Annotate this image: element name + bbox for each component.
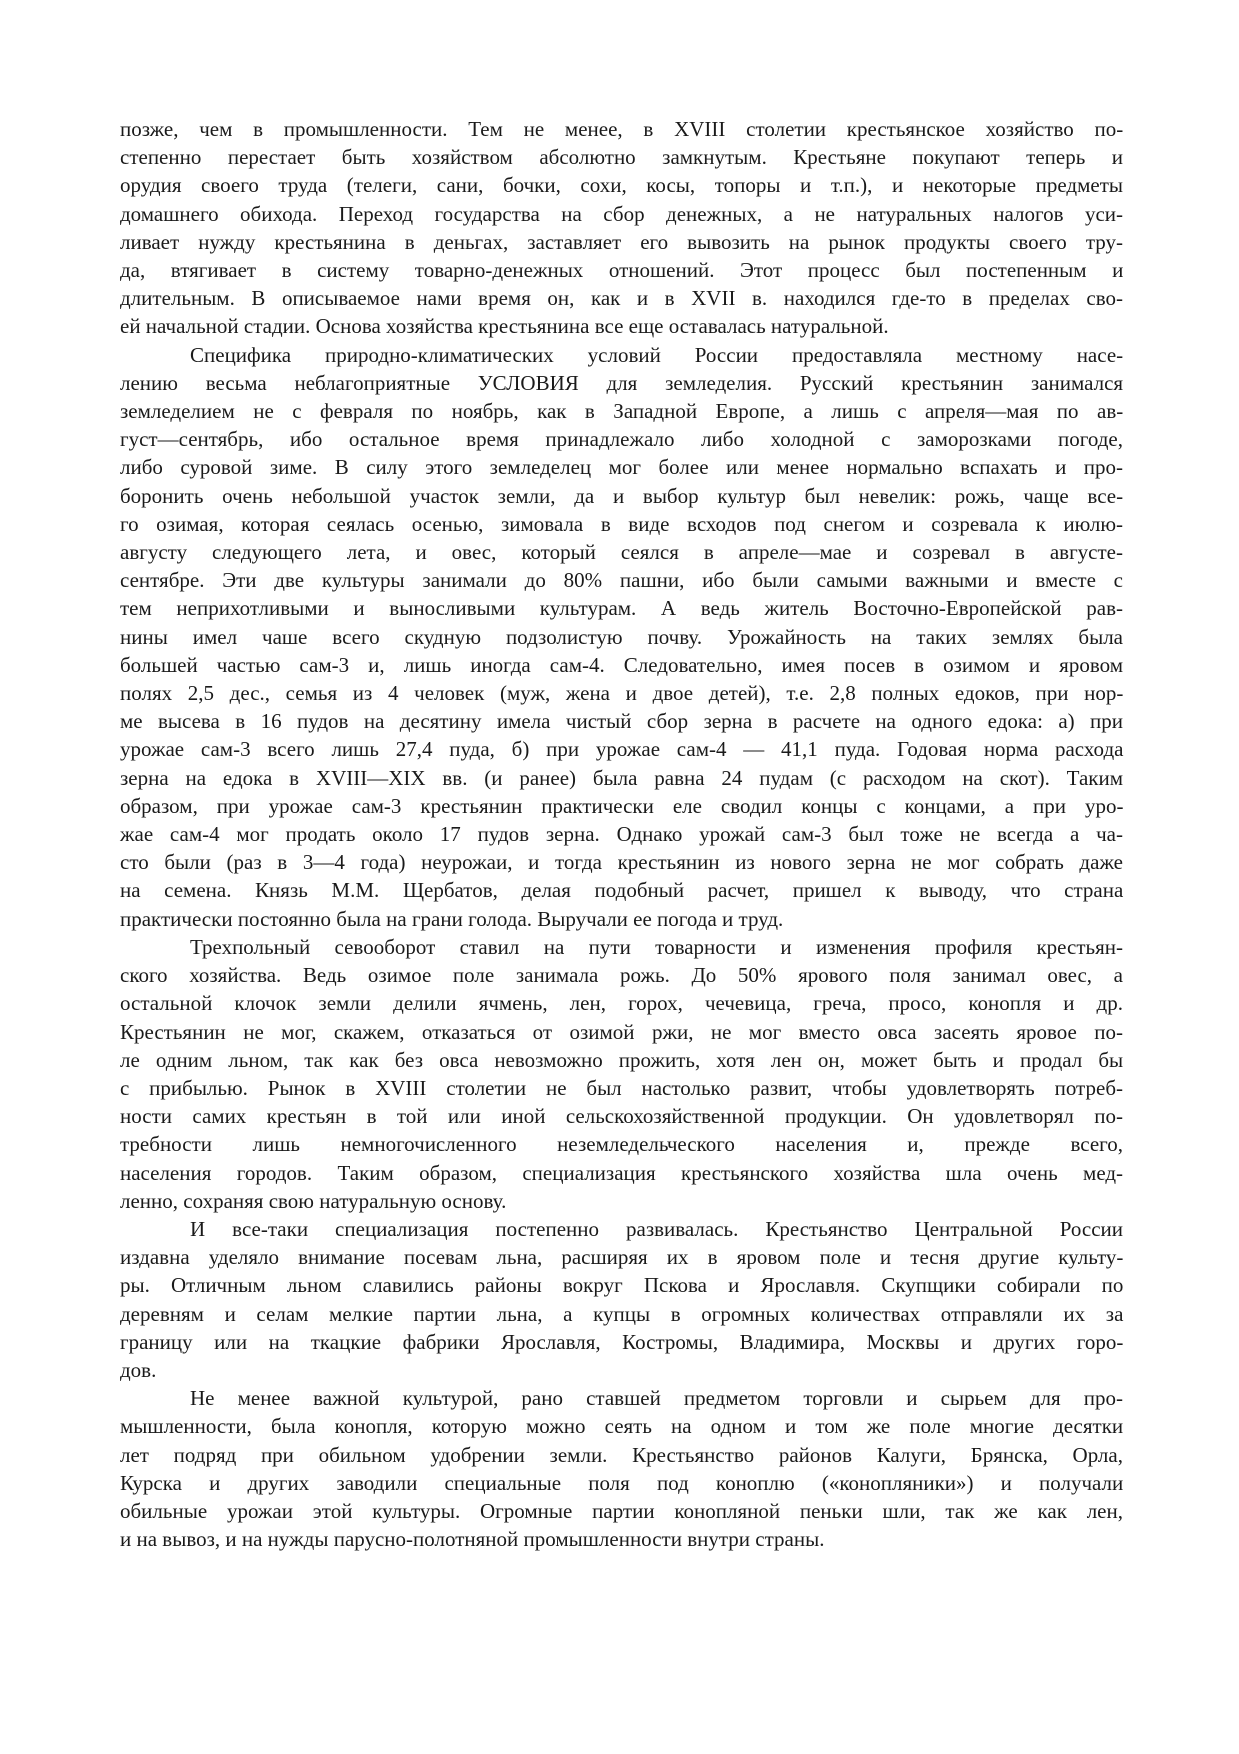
text-line: обильные урожаи этой культуры. Огромные партии конопляной пеньки шли, так же как лен, [120, 1498, 1123, 1523]
text-line: мышленности, была конопля, которую можно сеять на одном и том же поле многие десятки [120, 1414, 1124, 1439]
text-line: и на вывоз, и на нужды парусно-полотняной промышленности внутри страны. [120, 1527, 825, 1552]
text-line: ности самих крестьян в той или иной сельскохозяйственной продукции. Он удовлетворял по- [120, 1104, 1123, 1129]
text-line: полях 2,5 дес., семья из 4 человек (муж, жена и двое детей), т.е. 2,8 полных едоков, при нор- [120, 681, 1124, 706]
text-line: сто были (раз в 3—4 года) неурожаи, и тогда крестьянин из нового зерна не мог собрать даже [120, 850, 1123, 875]
text-line: дов. [120, 1357, 157, 1382]
text-line: да, втягивает в систему товарно-денежных отношений. Этот процесс был постепенным и [120, 258, 1124, 283]
text-line-indented: Специфика природно-климатических условий России предоставляла местному насе- [190, 342, 1124, 367]
text-line: образом, при урожае сам-3 крестьянин практически еле сводил концы с концами, а при уро- [120, 793, 1124, 818]
text-line: домашнего обихода. Переход государства на сбор денежных, а не натуральных налогов уси- [120, 201, 1123, 226]
text-line: практически постоянно была на грани голода. Выручали ее погода и труд. [120, 906, 784, 931]
text-line: урожае сам-3 всего лишь 27,4 пуда, б) при урожае сам-4 — 41,1 пуда. Годовая норма расхода [120, 737, 1124, 762]
document-page [120, 115, 1123, 1553]
paragraph-4 [120, 1215, 1123, 1384]
text-line: ме высева в 16 пудов на десятину имела чистый сбор зерна в расчете на одного едока: а) при [120, 709, 1123, 734]
text-line: тем неприхотливыми и выносливыми культурам. А ведь житель Восточно-Европейской рав- [120, 596, 1123, 621]
paragraph-1 [120, 115, 1123, 341]
text-line: нины имел чаше всего скудную подзолистую почву. Урожайность на таких землях была [120, 624, 1123, 649]
text-line: ливает нужду крестьянина в деньгах, заставляет его вывозить на рынок продукты своего тру- [120, 229, 1123, 254]
text-line: с прибылью. Рынок в XVIII столетии не был настолько развит, чтобы удовлетворять потреб- [120, 1075, 1123, 1100]
paragraph-3 [120, 933, 1123, 1215]
text-line: августу следующего лета, и овес, который сеялся в апреле—мае и созревал в августе- [120, 540, 1123, 565]
text-line: позже, чем в промышленности. Тем не менее, в XVIII столетии крестьянское хозяйство по- [120, 117, 1124, 141]
text-line: Курска и других заводили специальные поля под коноплю («конопляники») и получали [120, 1470, 1124, 1495]
text-line: густ—сентябрь, ибо остальное время принадлежало либо холодной с заморозками погоде, [120, 427, 1123, 452]
text-line: ле одним льном, так как без овса невозможно прожить, хотя лен он, может быть и продал бы [120, 1047, 1124, 1072]
text-line: длительным. В описываемое нами время он, как и в XVII в. находился где-то в пределах сво- [120, 286, 1123, 311]
text-line: орудия своего труда (телеги, сани, бочки, сохи, косы, топоры и т.п.), и некоторые предметы [120, 173, 1123, 198]
text-line: остальной клочок земли делили ячмень, лен, горох, чечевица, греча, просо, конопля и др. [120, 991, 1123, 1016]
text-line: либо суровой зиме. В силу этого земледелец мог более или менее нормально вспахать и про- [120, 455, 1124, 480]
text-line: ленно, сохраняя свою натуральную основу. [120, 1188, 507, 1213]
text-line: го озимая, которая сеялась осенью, зимовала в виде всходов под снегом и созревала к июлю- [120, 511, 1123, 536]
paragraph-2 [120, 341, 1123, 933]
text-line: боронить очень небольшой участок земли, да и выбор культур был невелик: рожь, чаще все- [120, 483, 1124, 508]
text-line: ского хозяйства. Ведь озимое поле занимала рожь. До 50% ярового поля занимал овес, а [120, 963, 1123, 988]
text-line: сентябре. Эти две культуры занимали до 80% пашни, ибо были самыми важными и вместе с [120, 568, 1123, 593]
text-line: Крестьянин не мог, скажем, отказаться от озимой ржи, не мог вместо овса засеять яровое по- [120, 1019, 1123, 1044]
text-line: ры. Отличным льном славились районы вокруг Пскова и Ярославля. Скупщики собирали по [120, 1273, 1124, 1298]
text-line: жае сам-4 мог продать около 17 пудов зерна. Однако урожай сам-3 был тоже не всегда а ча- [120, 822, 1123, 847]
paragraph-5 [120, 1384, 1123, 1553]
text-line: большей частью сам-3 и, лишь иногда сам-4. Следовательно, имея посев в озимом и яровом [120, 652, 1123, 677]
text-line-indented: И все-таки специализация постепенно развивалась. Крестьянство Центральной России [190, 1216, 1123, 1241]
text-line: издавна уделяло внимание посевам льна, расширяя их в яровом поле и тесня другие культу- [120, 1245, 1124, 1270]
text-line-indented: Трехпольный севооборот ставил на пути товарности и изменения профиля крестьян- [190, 934, 1123, 959]
text-line: ей начальной стадии. Основа хозяйства крестьянина все еще оставалась натуральной. [120, 314, 889, 339]
text-line: населения городов. Таким образом, специализация крестьянского хозяйства шла очень мед- [120, 1160, 1124, 1185]
text-line-indented: Не менее важной культурой, рано ставшей предметом торговли и сырьем для про- [190, 1386, 1123, 1411]
text-line: лет подряд при обильном удобрении земли. Крестьянство районов Калуги, Брянска, Орла, [120, 1442, 1123, 1467]
text-line: на семена. Князь М.М. Щербатов, делая подобный расчет, пришел к выводу, что страна [120, 878, 1124, 903]
text-line: земледелием не с февраля по ноябрь, как в Западной Европе, а лишь с апреля—мая по ав- [120, 399, 1124, 424]
text-line: границу или на ткацкие фабрики Ярославля, Костромы, Владимира, Москвы и других горо- [120, 1329, 1124, 1354]
text-line: лению весьма неблагоприятные УСЛОВИЯ для земледелия. Русский крестьянин занимался [120, 370, 1124, 395]
text-line: деревням и селам мелкие партии льна, а купцы в огромных количествах отправляли их за [120, 1301, 1124, 1326]
text-line: зерна на едока в XVIII—XIX вв. (и ранее) была равна 24 пудам (с расходом на скот). Таким [120, 765, 1123, 790]
text-line: требности лишь немногочисленного неземледельческого населения и, прежде всего, [120, 1132, 1123, 1157]
text-line: степенно перестает быть хозяйством абсолютно замкнутым. Крестьяне покупают теперь и [120, 145, 1124, 170]
